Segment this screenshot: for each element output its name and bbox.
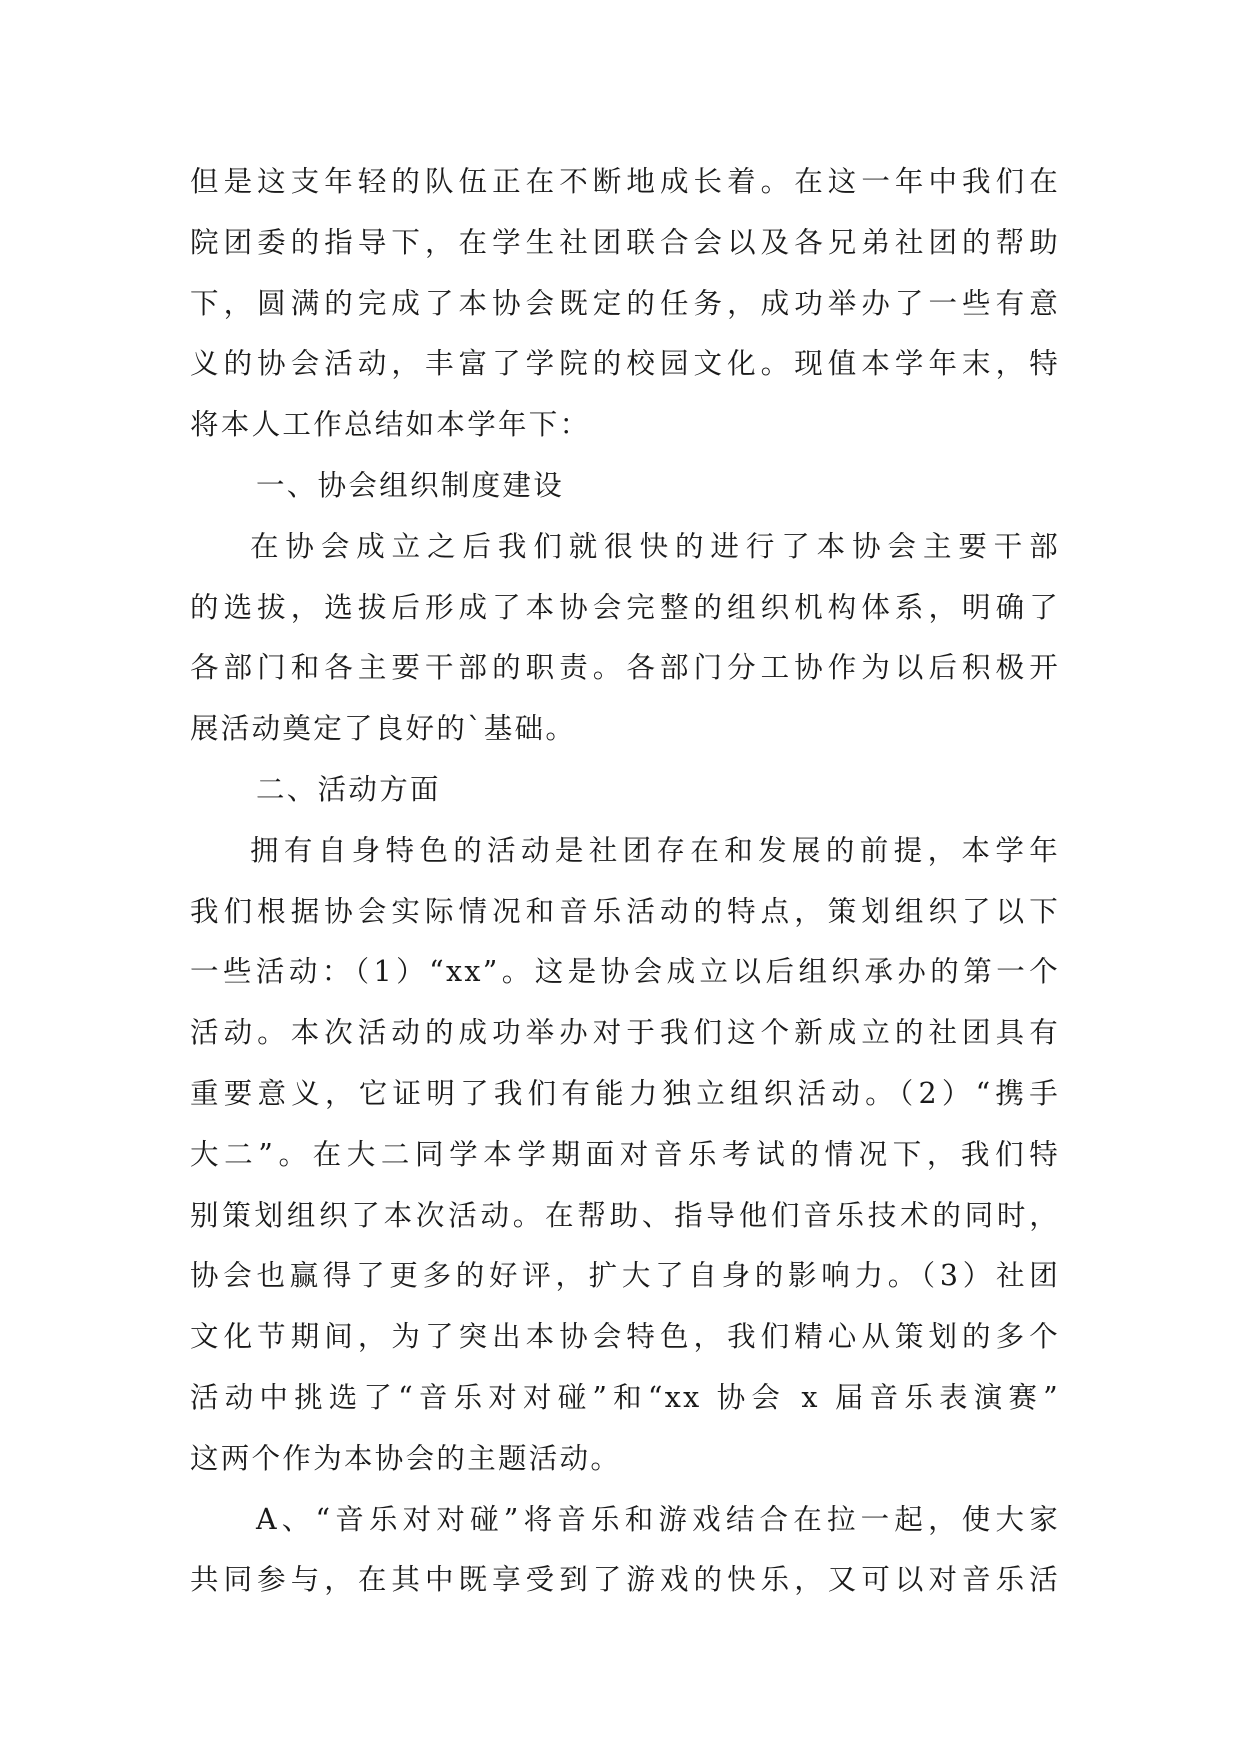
body-line: 义的协会活动，丰富了学院的校园文化。现值本学年末，特: [190, 347, 1060, 381]
body-line: 这两个作为本协会的主题活动。: [190, 1441, 622, 1475]
body-line: 别策划组织了本次活动。在帮助、指导他们音乐技术的同时，: [190, 1198, 1060, 1232]
body-line: 拥有自身特色的活动是社团存在和发展的前提，本学年: [250, 833, 1060, 867]
document-body: [190, 152, 1060, 1611]
body-line: 各部门和各主要干部的职责。各部门分工协作为以后积极开: [190, 651, 1060, 685]
body-line: 一些活动：（1）“xx”。这是协会成立以后组织承办的第一个: [190, 955, 1060, 989]
body-line: 重要意义，它证明了我们有能力独立组织活动。（2）“携手: [190, 1076, 1060, 1110]
body-line: 活动中挑选了“音乐对对碰”和“xx 协会 x 届音乐表演赛”: [190, 1380, 1060, 1414]
body-line: 共同参与，在其中既享受到了游戏的快乐，又可以对音乐活: [190, 1563, 1060, 1597]
body-line: 我们根据协会实际情况和音乐活动的特点，策划组织了以下: [190, 894, 1060, 928]
body-line: 下，圆满的完成了本协会既定的任务，成功举办了一些有意: [190, 286, 1060, 320]
body-line: 大二”。在大二同学本学期面对音乐考试的情况下，我们特: [190, 1137, 1060, 1171]
body-line: 展活动奠定了良好的`基础。: [190, 712, 577, 746]
body-line: 协会也赢得了更多的好评，扩大了自身的影响力。（3）社团: [190, 1259, 1060, 1293]
body-line: 在协会成立之后我们就很快的进行了本协会主要干部: [250, 529, 1060, 563]
section-heading: 二、活动方面: [256, 772, 441, 806]
section-heading: 一、协会组织制度建设: [256, 468, 565, 502]
body-line: 院团委的指导下，在学生社团联合会以及各兄弟社团的帮助: [190, 225, 1060, 259]
body-line: 文化节期间，为了突出本协会特色，我们精心从策划的多个: [190, 1320, 1060, 1354]
body-line: 活动。本次活动的成功举办对于我们这个新成立的社团具有: [190, 1016, 1060, 1050]
body-line: 但是这支年轻的队伍正在不断地成长着。在这一年中我们在: [190, 165, 1060, 198]
body-line: 将本人工作总结如本学年下：: [190, 408, 591, 442]
body-line: A、“音乐对对碰”将音乐和游戏结合在拉一起，使大家: [256, 1502, 1060, 1536]
body-line: 的选拔，选拔后形成了本协会完整的组织机构体系，明确了: [190, 590, 1060, 624]
